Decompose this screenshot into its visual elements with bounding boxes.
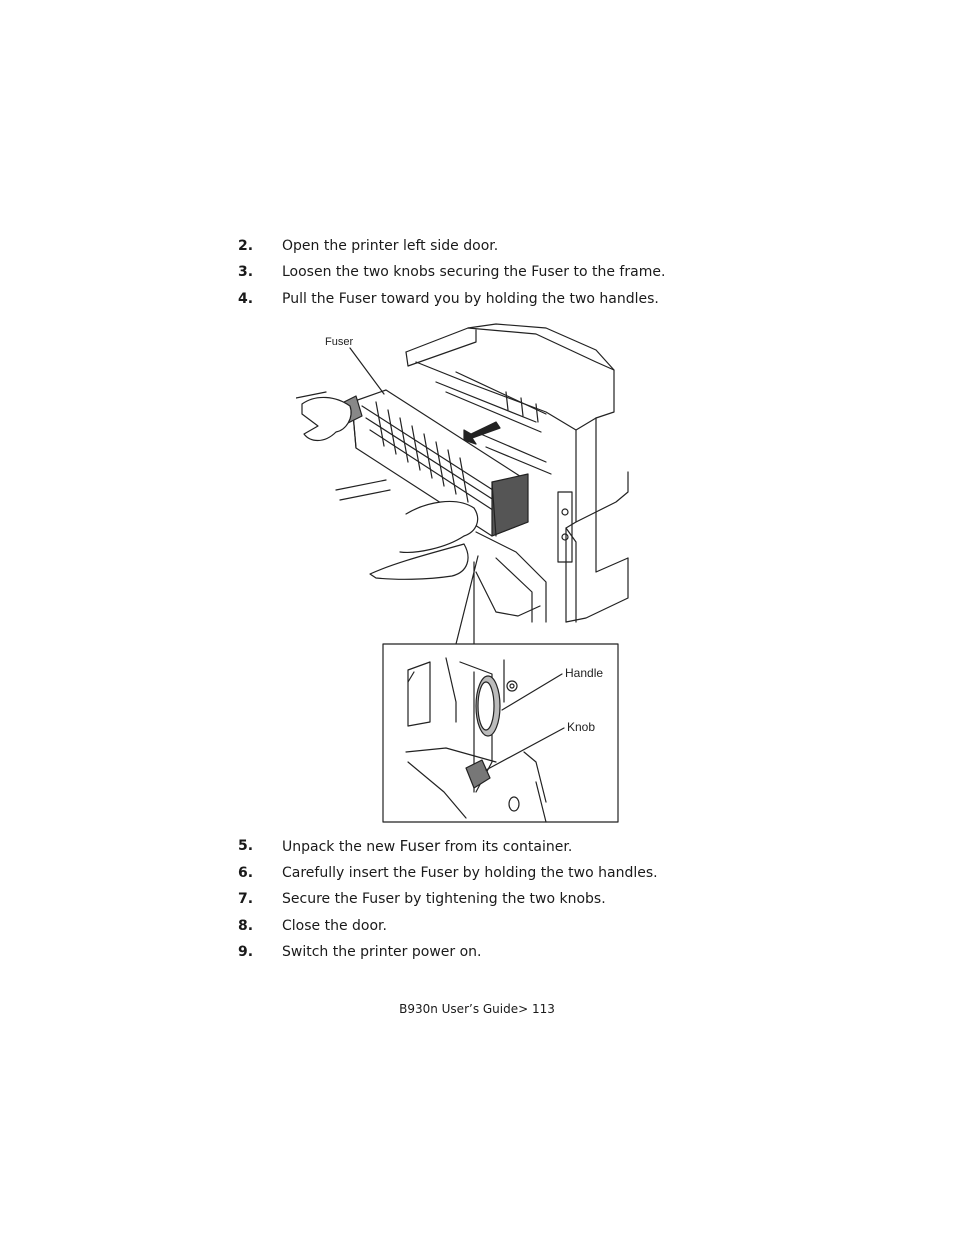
figure-label-knob: Knob (567, 720, 596, 734)
step-number: 9. (238, 944, 254, 960)
step-number: 2. (238, 238, 254, 254)
figure-label-fuser: Fuser (325, 336, 354, 348)
step-text: Pull the Fuser toward you by holding the two handles. (282, 291, 659, 307)
step-text: Close the door. (282, 918, 387, 934)
step-number: 6. (238, 865, 254, 881)
step-text: Loosen the two knobs securing the Fuser to the frame. (282, 264, 666, 280)
step-text: Switch the printer power on. (282, 944, 482, 960)
step-text: Open the printer left side door. (282, 238, 499, 254)
step-text-after: from its container. (440, 839, 573, 855)
step-number: 8. (238, 918, 254, 934)
printer-fuser-drawing (296, 322, 632, 826)
fuser-removal-illustration (296, 322, 632, 826)
step-number: 5. (238, 838, 254, 854)
step-number: 4. (238, 291, 254, 307)
step-text-fuser: Fuser (399, 837, 441, 855)
step-text-before: Unpack the new (282, 839, 400, 855)
step-text: Carefully insert the Fuser by holding the two handles. (282, 865, 658, 881)
step-number: 7. (238, 891, 254, 907)
page-footer: B930n User’s Guide> 113 (399, 1002, 555, 1016)
figure-label-handle: Handle (565, 666, 604, 680)
step-number: 3. (238, 264, 254, 280)
step-text: Secure the Fuser by tightening the two knobs. (282, 891, 606, 907)
step-text (282, 837, 572, 856)
